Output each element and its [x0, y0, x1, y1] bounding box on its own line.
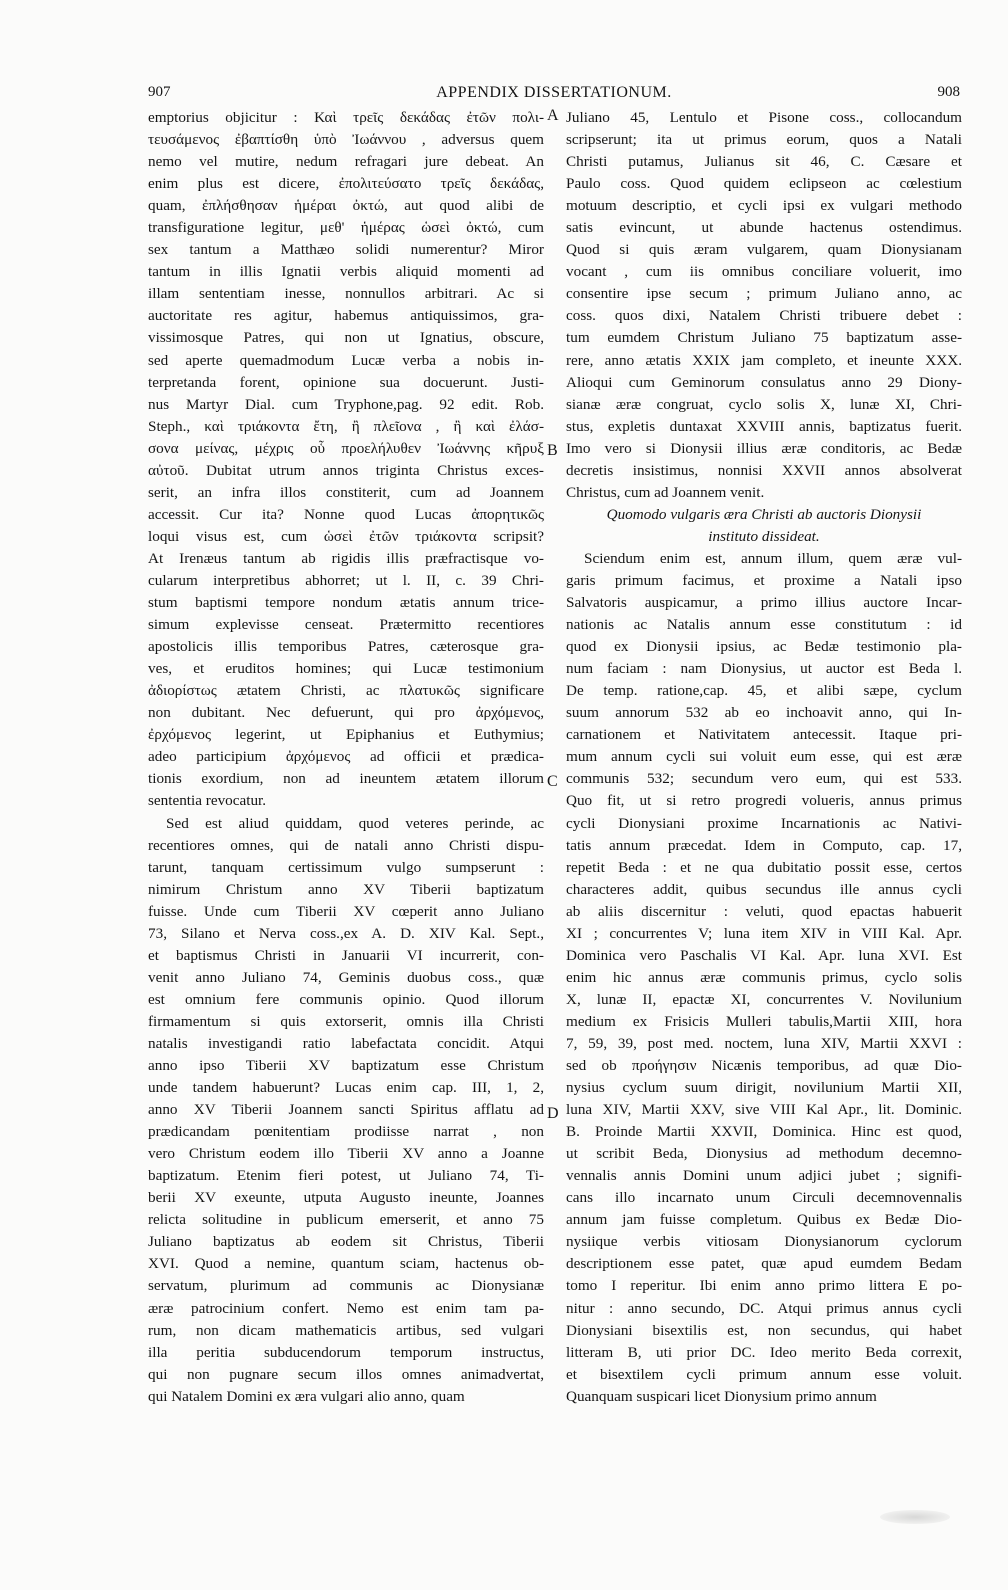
text-line: Quanquam suspicari licet Dionysium primo annum [566, 1387, 877, 1405]
text-line: tum eumdem Christum Juliano 75 baptizatum asse- [566, 329, 962, 347]
text-line: tarunt, tanquam certissimum vulgo sumpserunt : [148, 858, 544, 876]
text-line: annum jam fuisse completum. Quibus ex Bedæ Dio- [566, 1211, 962, 1229]
text-line: baptizatum. Etenim fieri potest, ut Juliano 74, Ti- [148, 1167, 544, 1185]
text-line: nysius cyclum suum dirigit, novilunium Martii XII, [566, 1079, 962, 1097]
text-line: quam, ἐπλήσθησαν ἡμέραι ὀκτώ, aut quod alibi de [148, 197, 544, 215]
text-line: illam sententiam inesse, nonnullos arbitrari. Ac si [148, 285, 544, 303]
text-line: anno XV Tiberii Joannem sancti Spiritus afflatu ad [148, 1101, 544, 1119]
text-line: satis evincunt, ut abunde hactenus ostendimus. [566, 219, 962, 237]
text-line: B. Proinde Martii XXVII, Dominica. Hinc est quod, [566, 1123, 962, 1141]
text-line: num faciam : nam Dionysius, ut auctor est Beda l. [566, 660, 962, 678]
text-line: adeo participium ἀρχόμενος ad officii et prædica- [148, 748, 544, 766]
text-line: Sciendum enim est, annum illum, quem æræ vul- [584, 549, 962, 567]
text-line: σονα μείνας, μέχρις οὗ προελήλυθεν Ἰωάννης κῆρυξ [148, 439, 544, 457]
text-line: sententia revocatur. [148, 792, 267, 810]
text-line: Alioqui cum Geminorum consulatus anno 29 Diony- [566, 373, 962, 391]
margin-letter-a: A [547, 107, 559, 124]
text-line: apostolicis illis temporibus Patres, cæterosque gra- [148, 638, 544, 656]
text-line: XVI. Quod a nemine, quantum sciam, hactenus ob- [148, 1255, 544, 1273]
text-line: illa peritia subducendorum temporum instructus, [148, 1343, 544, 1361]
text-line: Imo vero si Dionysii illius æræ conditoris, ac Bedæ [566, 439, 962, 457]
text-line: τευσάμενος ἐβαπτίσθη ὑπὸ Ἰωάννου , adversus quem [148, 131, 544, 149]
text-line: qui Natalem Domini ex æra vulgari alio anno, quam [148, 1387, 465, 1405]
text-line: Salvatoris auspicamur, a primo illius auctore Incar- [566, 594, 962, 612]
text-line: non dubitant. Nec defuerunt, qui pro ἀρχόμενος, [148, 704, 544, 722]
text-line: medium ex Frisicis Mulleri tabulis,Martii XIII, hora [566, 1012, 962, 1030]
text-line: enim hic annus æræ communis primus, cyclo solis [566, 968, 962, 986]
text-line: motuum descriptio, et cycli ipsi ex vulgari methodo [566, 197, 962, 215]
margin-letter-d: D [547, 1105, 559, 1122]
text-line: tantum in illis Ignatii verbis aliquid momenti ad [148, 263, 544, 281]
text-line: sianæ æræ congruat, cyclo solis X, lunæ XI, Chri- [566, 395, 962, 413]
text-line: vero Christum eodem illo Tiberii XV anno a Joanne [148, 1145, 544, 1163]
text-line: rum, non dicam mathematicis artibus, sed vulgari [148, 1321, 544, 1339]
text-line: nimirum Christum anno XV Tiberii baptizatum [148, 880, 544, 898]
text-line: quod ex Dionysii ipsius, ac Bedæ testimonio pla- [566, 638, 962, 656]
paper-smudge [880, 1510, 950, 1524]
page-header [148, 84, 960, 106]
text-line: unde tandem habuerunt? Lucas enim cap. III, 1, 2, [148, 1079, 544, 1097]
margin-letter-b: B [547, 442, 558, 459]
text-line: communis 532; secundum vero eum, qui est 533. [566, 770, 962, 788]
text-line: garis primum facimus, et proxime a Natali ipso [566, 571, 962, 589]
text-line: tatis annum præcedat. Idem in Computo, cap. 17, [566, 836, 962, 854]
text-line: Juliano baptizatus ab eodem sit Christus, Tiberii [148, 1233, 544, 1251]
text-line: characteres addit, quibus secundus ille annus cycli [566, 880, 962, 898]
text-line: natalis investigandi ratio labefactata concidit. Atqui [148, 1034, 544, 1052]
text-line: prædicandam pœnitentiam prodiisse narrat , non [148, 1123, 544, 1141]
text-line: Paulo coss. Quod quidem eclipseon ac cœlestium [566, 175, 962, 193]
text-line: Christi putamus, Julianus sit 46, C. Cæsare et [566, 153, 962, 171]
text-line: Steph., καὶ τριάκοντα ἔτη, ἢ πλεῖονα , ἢ καὶ ἐλάσ- [148, 417, 544, 435]
text-line: De temp. ratione,cap. 45, et alibi sæpe, cyclum [566, 682, 962, 700]
text-line: carnationem et Nativitatem antecessit. Itaque pri- [566, 726, 962, 744]
text-line: coss. quos dixi, Natalem Christi tribuere debet : [566, 307, 962, 325]
margin-letter-c: C [547, 773, 558, 790]
right-column [566, 107, 962, 1408]
text-line: cycli Dionysiani proxime Incarnationis ac Nativi- [566, 814, 962, 832]
text-line: vennalis annis Domini unum adjici jubet ; signifi- [566, 1167, 962, 1185]
left-column [148, 107, 544, 1408]
text-line: rere, anno ætatis XXIX jam completo, et ineunte XXX. [566, 351, 962, 369]
text-line: αὐτοῦ. Dubitat utrum annos triginta Christus exces- [148, 461, 544, 479]
text-line: enim plus est dicere, ἐπολιτεύσατο τρεῖς δεκάδας, [148, 175, 544, 193]
text-line: Dionysiani bisextilis est, non secundus, qui habet [566, 1321, 962, 1339]
text-line: Christus, cum ad Joannem venit. [566, 483, 765, 501]
text-line: transfiguratione legitur, μεθ' ἡμέρας ὡσεὶ ὀκτώ, cum [148, 219, 544, 237]
text-line: serit, an infra illos constiterit, cum ad Joannem [148, 483, 544, 501]
text-line: et bisextilem cycli primum annum esse voluit. [566, 1365, 962, 1383]
text-line: nus Martyr Dial. cum Tryphone,pag. 92 edit. Rob. [148, 395, 544, 413]
text-line: sed aperte quemadmodum Lucæ verba a nobis in- [148, 351, 544, 369]
text-line: vocant , cum iis omnibus conciliare voluerit, imo [566, 263, 962, 281]
text-line: terpretanda forent, opinione sua docuerunt. Justi- [148, 373, 544, 391]
text-line: scripserunt; ita ut primus eorum, quos a Natali [566, 131, 962, 149]
text-line: tionis exordium, non ad ineuntem ætatem illorum [148, 770, 544, 788]
text-line: X, lunæ II, epactæ XI, concurrentes V. Novilunium [566, 990, 962, 1008]
text-line: simum explevisse censeat. Prætermitto recentiores [148, 616, 544, 634]
text-line: relicta solitudine in publicum emerserit, et anno 75 [148, 1211, 544, 1229]
text-line: ves, et eruditos homines; qui Lucæ testimonium [148, 660, 544, 678]
text-line: ἐρχόμενος legerint, ut Epiphanius et Euthymius; [148, 726, 544, 744]
text-line: loqui visus est, cum ὡσεὶ ἐτῶν τριάκοντα scripsit? [148, 527, 544, 545]
text-line: repetit Beda : et ne qua dubitatio possit esse, certos [566, 858, 962, 876]
text-line: mum annum cycli sui voluit eum esse, qui est æræ [566, 748, 962, 766]
text-line: consentire ipse secum ; primum Juliano anno, ac [566, 285, 962, 303]
text-line: fuisse. Unde cum Tiberii XV cœperit anno Juliano [148, 902, 544, 920]
text-line: cularum interpretibus abhorret; ut l. II, c. 39 Chri- [148, 571, 544, 589]
text-line: æræ patrocinium confert. Nemo est enim tam pa- [148, 1299, 544, 1317]
text-line: qui non pugnare secum illos omnes animadvertat, [148, 1365, 544, 1383]
text-line: venit anno Juliano 74, Geminis duobus coss., quæ [148, 968, 544, 986]
text-line: 73, Silano et Nerva coss.,ex A. D. XIV Kal. Sept., [148, 924, 544, 942]
text-line: Juliano 45, Lentulo et Pisone coss., collocandum [566, 109, 962, 126]
text-line: vissimosque Patres, qui non ut Ignatius, obscure, [148, 329, 544, 347]
text-line: recentiores omnes, qui de natali anno Christi dispu- [148, 836, 544, 854]
text-line: Quo fit, ut si retro progredi volueris, annus primus [566, 792, 962, 810]
text-line: descriptionem esse patet, quæ apud eumdem Bedam [566, 1255, 962, 1273]
text-line: auctoritate res agitur, habemus antiquissimos, gra- [148, 307, 544, 325]
text-line: tomo I reperitur. Ibi enim anno primo littera E po- [566, 1277, 962, 1295]
text-line: Quod si quis æram vulgarem, quam Dionysianam [566, 241, 962, 259]
text-line: stum baptismi tempore nondum ætatis annum trice- [148, 594, 544, 612]
text-line: At Irenæus tantum ab rigidis illis præfractisque vo- [148, 549, 544, 567]
text-line: XI ; concurrentes V; luna item XIV in VIII Kal. Apr. [566, 924, 962, 942]
section-heading-line: instituto dissideat. [708, 527, 820, 545]
section-heading [566, 504, 962, 548]
text-line: sed ob προήγησιν Nicænis temporibus, ad quæ Dio- [566, 1057, 962, 1075]
text-line: decretis insistimus, nonnisi XXVII annos absolverat [566, 461, 962, 479]
text-line: 7, 59, 39, post med. noctem, luna XIV, Martii XXVI : [566, 1034, 962, 1052]
text-line: Dominica vero Paschalis VI Kal. Apr. luna XVI. Est [566, 946, 962, 964]
text-line: et baptismus Christi in Januarii VI incurrerit, con- [148, 946, 544, 964]
text-line: nitur : anno secundo, DC. Atqui primus annus cycli [566, 1299, 962, 1317]
page-number-left: 907 [148, 84, 171, 100]
text-line: servatum, plurimum ad communis ac Dionysianæ [148, 1277, 544, 1295]
text-line: est omnium fere communis opinio. Quod illorum [148, 990, 544, 1008]
text-line: ab aliis discernitur : veluti, quod epactas habuerit [566, 902, 962, 920]
text-line: berii XV exeunte, utputa Augusto ineunte, Joannes [148, 1189, 544, 1207]
text-line: luna XIV, Martii XXV, sive VIII Kal Apr., lit. Dominic. [566, 1101, 962, 1119]
text-line: ut scribit Beda, Dionysius ad methodum decemno- [566, 1145, 962, 1163]
right-column-bottom-text [566, 548, 962, 1408]
text-line: accessit. Cur ita? Nonne quod Lucas ἀπορητικῶς [148, 505, 544, 523]
text-line: sex tantum a Matthæo solidi numerentur? Miror [148, 241, 544, 259]
text-line: firmamentum si quis extorserit, omnis illa Christi [148, 1012, 544, 1030]
text-line: stus, expletis duntaxat XXVIII annis, baptizatus fuerit. [566, 417, 962, 435]
text-line: nationis ac Natalis annum esse constitutum : id [566, 616, 962, 634]
running-title: APPENDIX DISSERTATIONUM. [436, 84, 672, 101]
section-heading-line: Quomodo vulgaris æra Christi ab auctoris Dionysii [606, 505, 922, 523]
text-line: suum annorum 532 ab eo inchoavit anno, qui In- [566, 704, 962, 722]
text-line: Sed est aliud quiddam, quod veteres perinde, ac [166, 814, 544, 832]
text-line: nemo vel mutire, nedum refragari jure debeat. An [148, 153, 544, 171]
text-line: litteram B, uti prior DC. Ideo merito Beda correxit, [566, 1343, 962, 1361]
text-line: ἀδιορίστως ætatem Christi, ac πλατυκῶς significare [148, 682, 544, 700]
text-line: anno ipso Tiberii XV baptizatum esse Christum [148, 1057, 544, 1075]
right-column-top-text [566, 107, 962, 504]
text-line: emptorius objicitur : Καὶ τρεῖς δεκάδας ἐτῶν πολι- [148, 109, 544, 126]
page-number-right: 908 [937, 84, 960, 100]
text-line: cans illo incarnato unum Circuli decemnovennalis [566, 1189, 962, 1207]
text-line: nysiique verbis vitiosam Dionysianorum cyclorum [566, 1233, 962, 1251]
